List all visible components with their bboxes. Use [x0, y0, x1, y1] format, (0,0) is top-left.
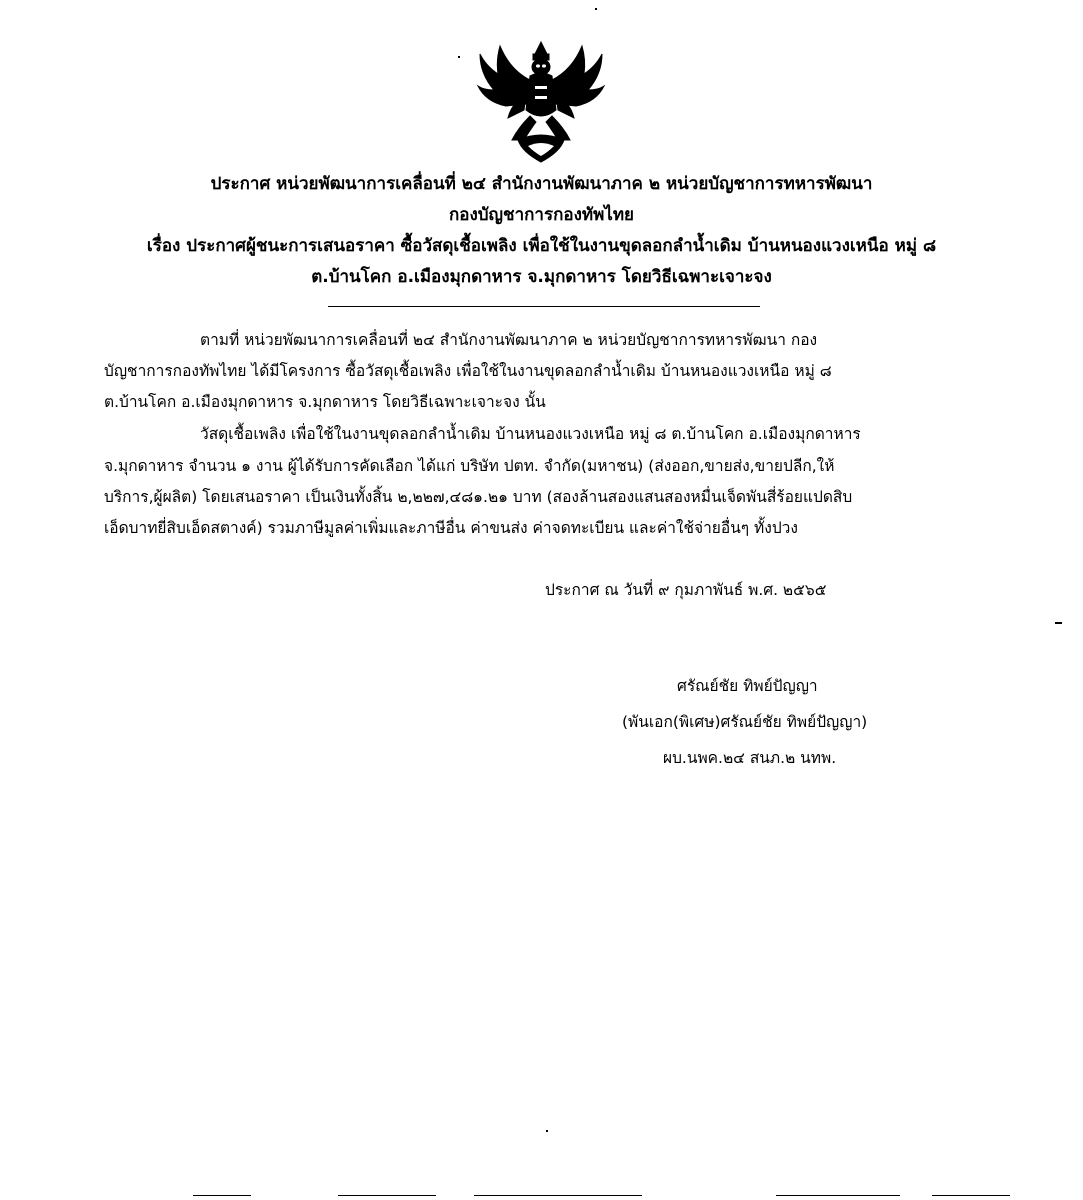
garuda-emblem-icon: [472, 40, 610, 164]
scan-edge-line: [474, 1195, 642, 1196]
signatory-name: ศรัณย์ชัย ทิพย์ปัญญา: [677, 677, 818, 695]
scan-speck: [458, 56, 460, 58]
paragraph-1-line-2: บัญชาการกองทัพไทย ได้มีโครงการ ซื้อวัสดุเชื้อเพลิง เพื่อใช้ในงานขุดลอกลำน้ำเดิม บ้านหนองแวงเหนือ หมู่ ๘: [104, 362, 832, 380]
paragraph-1-line-3: ต.บ้านโคก อ.เมืองมุกดาหาร จ.มุกดาหาร โดยวิธีเฉพาะเจาะจง นั้น: [104, 393, 546, 411]
paragraph-2-line-1: วัสดุเชื้อเพลิง เพื่อใช้ในงานขุดลอกลำน้ำเดิม บ้านหนองแวงเหนือ หมู่ ๘ ต.บ้านโคก อ.เมืองมุกดาหาร: [200, 425, 861, 443]
header-title-line-2: กองบัญชาการกองทัพไทย: [448, 205, 635, 225]
paragraph-1-line-1: ตามที่ หน่วยพัฒนาการเคลื่อนที่ ๒๔ สำนักงานพัฒนาภาค ๒ หน่วยบัญชาการทหารพัฒนา กอง: [200, 331, 818, 349]
paragraph-2-line-2: จ.มุกดาหาร จำนวน ๑ งาน ผู้ได้รับการคัดเลือก ได้แก่ บริษัท ปตท. จำกัด(มหาชน) (ส่งออก,ขายส่ง,ขายปลีก,ให้: [104, 457, 835, 475]
subject-line-2: ต.บ้านโคก อ.เมืองมุกดาหาร จ.มุกดาหาร โดยวิธีเฉพาะเจาะจง: [311, 267, 772, 287]
signatory-position: ผบ.นพค.๒๔ สนภ.๒ นทพ.: [663, 749, 837, 767]
scan-edge-line: [338, 1195, 436, 1196]
paragraph-2-line-3: บริการ,ผู้ผลิต) โดยเสนอราคา เป็นเงินทั้งสิ้น ๒,๒๒๗,๔๘๑.๒๑ บาท (สองล้านสองแสนสองหมื่นเจ็ดพันสี่ร้อยแปดสิบ: [104, 488, 853, 506]
announcement-date: ประกาศ ณ วันที่ ๙ กุมภาพันธ์ พ.ศ. ๒๕๖๕: [545, 581, 827, 599]
scan-speck: [595, 8, 597, 10]
scan-edge-line: [776, 1195, 900, 1196]
header-title-line-1: ประกาศ หน่วยพัฒนาการเคลื่อนที่ ๒๔ สำนักงานพัฒนาภาค ๒ หน่วยบัญชาการทหารพัฒนา: [210, 174, 873, 194]
scan-speck: [546, 1130, 548, 1132]
signatory-rank-name: (พันเอก(พิเศษ)ศรัณย์ชัย ทิพย์ปัญญา): [622, 713, 868, 731]
scan-edge-line: [932, 1195, 1010, 1196]
header-divider: [328, 306, 760, 307]
scan-speck: [1055, 622, 1062, 624]
subject-line-1: เรื่อง ประกาศผู้ชนะการเสนอราคา ซื้อวัสดุเชื้อเพลิง เพื่อใช้ในงานขุดลอกลำน้ำเดิม บ้านหนองแวงเหนือ หมู่ ๘: [146, 236, 937, 256]
paragraph-2-line-4: เอ็ดบาทยี่สิบเอ็ดสตางค์) รวมภาษีมูลค่าเพิ่มและภาษีอื่น ค่าขนส่ง ค่าจดทะเบียน และค่าใช้จ่ายอื่นๆ ทั้งปวง: [104, 519, 798, 537]
scan-edge-line: [193, 1195, 251, 1196]
